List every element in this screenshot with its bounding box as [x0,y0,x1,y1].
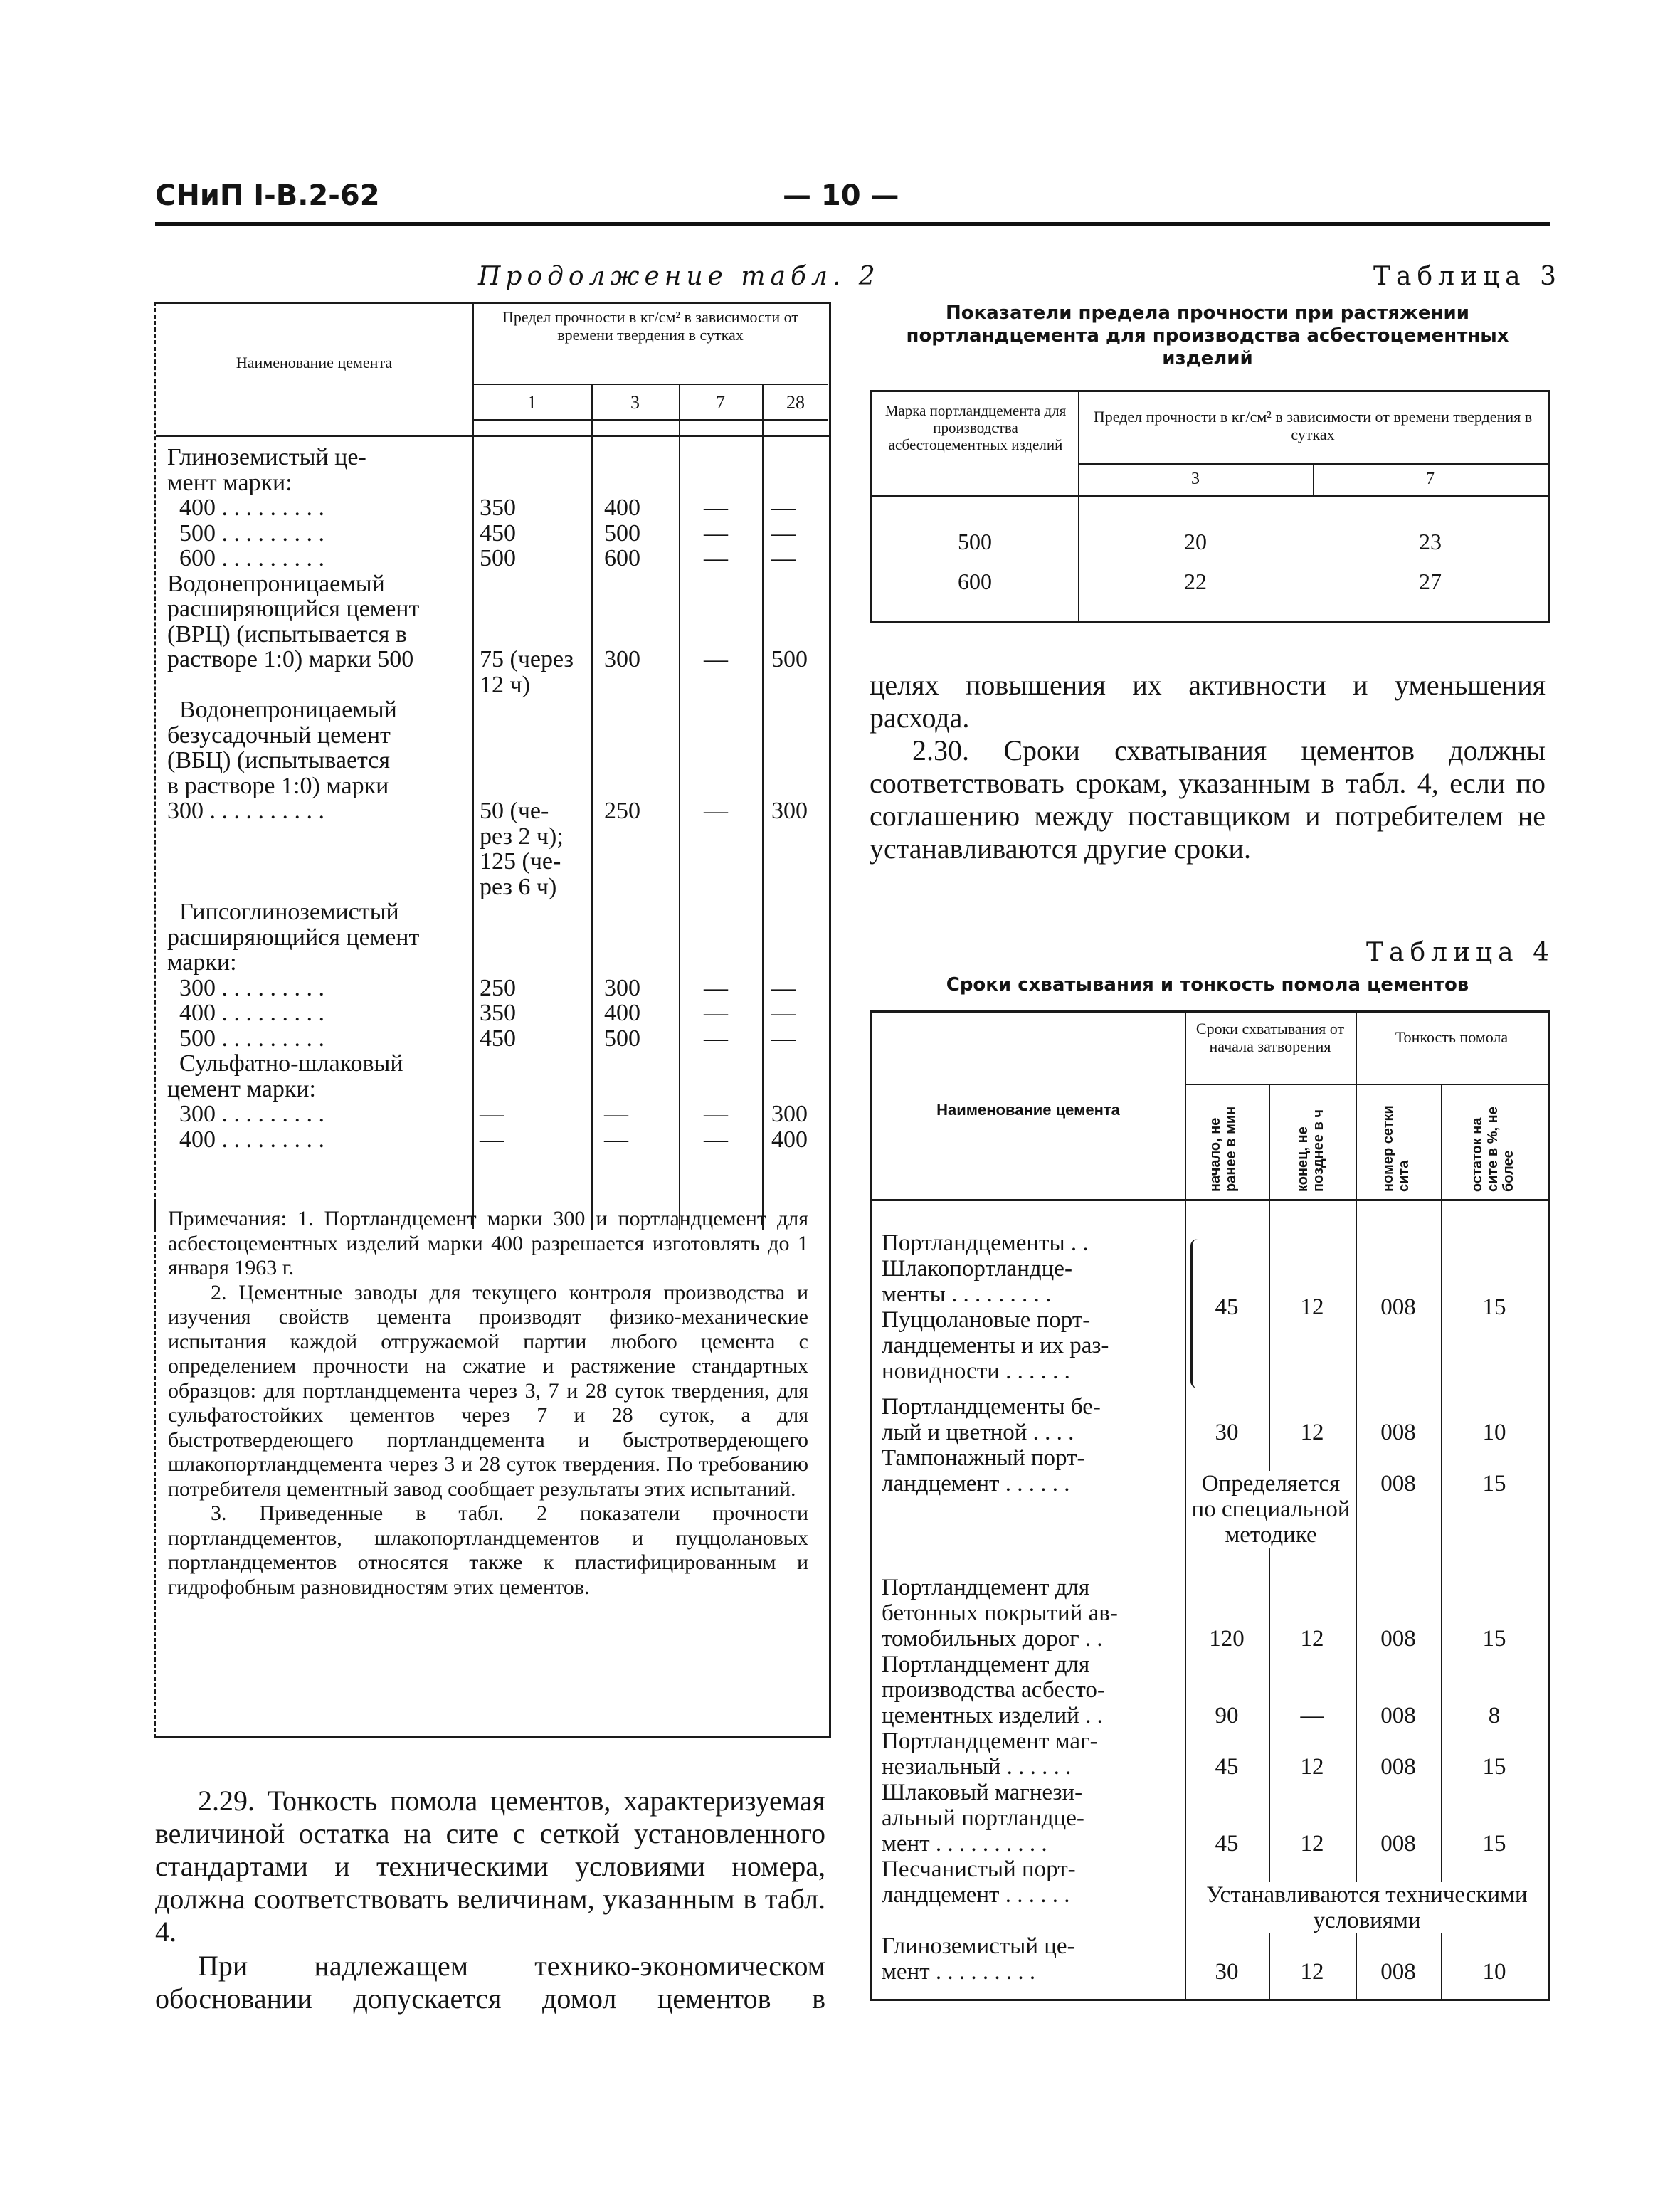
table4-row9-mesh: 008 [1380,1959,1416,1985]
note-1: Примечания: 1. Портландцемент марки 300 и портландцемент для асбестоцементных изделий марки 400 разрешается изготовлять до 1 января 1963 г. [168,1207,808,1279]
table4-header-fineness: Тонкость помола [1395,1028,1509,1046]
table4 [870,1010,1550,2001]
table3-header-strength: Предел прочности в кг/см² в зависимости от времени твердения в сутках [1093,408,1533,443]
note-2: 2. Цементные заводы для текущего контроля производства и изучения свойств цемента производят физико-механические испытания каждой отгружаемой партии любого цемента с определением прочности на сжатие и растяжение стандартных образцов: для портландцемента через 3, 7 и 28 суток твердения, для сульфатостойких цементов через 7 и 28 суток, а для быстротвердеющего портландцемента и быстротвердеющего шлакопортландцемента через 3 и 28 суток твердения. По требованию потребителя цементный завод сообщает результаты этих испытаний. [168,1280,808,1501]
table2-day-1: 1 [527,392,537,413]
table4-row4-start: 120 [1209,1626,1245,1652]
table4-row1-name: Портландцементы . . Шлакопортландце- менты . . . . . . . . . Пуццолановые порт- ландцементы и их раз- новидности . . . . . . [882,1230,1109,1384]
table3-header-mark: Марка портландцемента для производства асбестоцементных изделий [884,402,1067,453]
table2-day-3: 3 [630,392,640,413]
table4-row8-note: Устанавливаются техническими условиями [1188,1882,1546,1933]
table4-header-setting: Сроки схватывания от начала затворения [1195,1020,1345,1055]
table4-row7-residue: 15 [1482,1831,1506,1857]
table4-row2-start: 30 [1215,1420,1239,1445]
table4-row5-start: 90 [1215,1703,1239,1728]
table4-row9-residue: 10 [1482,1959,1506,1985]
table2-col-3: 400 500 600 300 250 300 400 500 — — [604,495,640,1153]
header-rule [155,222,1550,226]
document-code: СНиП I-В.2-62 [155,179,380,212]
table4-row6-end: 12 [1300,1754,1324,1780]
table2-day-7: 7 [716,392,725,413]
table4-row4-residue: 15 [1482,1626,1506,1652]
paragraph-continuation: целях повышения их активности и уменьшения расхода. [870,669,1546,734]
table4-row8-name: Песчанистый порт- ландцемент . . . . . . [882,1857,1076,1908]
table4-label: Таблица 4 [1366,938,1555,967]
table2-col-28: — — — 500 300 — — — 300 400 [771,495,808,1153]
table4-row6-mesh: 008 [1380,1754,1416,1780]
table4-row1-end: 12 [1300,1294,1324,1320]
table4-row9-name: Глиноземистый це- мент . . . . . . . . . [882,1933,1075,1985]
table2-header-name: Наименование цемента [236,354,393,371]
table4-row3-note: Определяется по специальной методике [1188,1471,1354,1548]
page-number: — 10 — [783,179,899,212]
paragraph-2-29: 2.29. Тонкость помола цементов, характеризуемая величиной остатка на сите с сеткой установленного стандартами и техническими условиями номера, должна соответствовать величинам, указанным в табл. 4. [155,1785,825,1948]
table4-row7-name: Шлаковый магнези- альный портландце- мент . . . . . . . . . . [882,1780,1084,1857]
table3-row2-day3: 22 [1184,569,1207,594]
table2-names: Глиноземистый цe- мент марки: 400 . . . . . . . . . 500 . . . . . . . . . 600 . . . . . . . . . Водонепроницаемый расширяющийся цемент (ВРЦ) (испытывается в растворе 1:0) марки 500 Водонепроницаемый безусадочный цемент (ВБЦ) (испытывается в растворе 1:0) марки 300 . . . . . . . . . . Гипсоглиноземистый расширяющийся цемент марки: 300 . . . . . . . . . 400 . . . . . . . . . 500 . . . . . . . . . Сульфатно-шлаковый цемент марки: 300 . . . . . . . . . 400 . . . . . . . . . [167,444,420,1153]
paragraph-econ: При надлежащем технико-экономическом обосновании допускается домол цементов в [155,1950,825,2015]
table3-row1-mark: 500 [958,529,992,554]
table4-sub-start: начало, не ранее в мин [1208,1106,1239,1192]
table4-row6-residue: 15 [1482,1754,1506,1780]
table3-row2-day7: 27 [1419,569,1442,594]
table4-row9-start: 30 [1215,1959,1239,1985]
table3-row1-day7: 23 [1419,529,1442,554]
table2-col-1: 350 450 500 75 (через 12 ч) 50 (че- рез 2 ч); 125 (че- рез 6 ч) 250 350 450 — — [480,495,574,1153]
table2-caption: Продолжение табл. 2 [478,262,880,291]
table4-row1-residue: 15 [1482,1294,1506,1320]
table4-row4-name: Портландцемент для бетонных покрытий ав- томобильных дорог . . [882,1575,1118,1652]
table4-row4-end: 12 [1300,1626,1324,1652]
table3-row1-day3: 20 [1184,529,1207,554]
table4-row3-residue: 15 [1482,1471,1506,1496]
table4-sub-end: конец, не позднее в ч [1295,1109,1326,1192]
table4-row2-residue: 10 [1482,1420,1506,1445]
table4-row1-mesh: 008 [1380,1294,1416,1320]
table3-label: Таблица 3 [1373,262,1562,291]
table3-row2-mark: 600 [958,569,992,594]
table4-row7-mesh: 008 [1380,1831,1416,1857]
table4-sub-residue: остаток на сите в %, не более [1469,1107,1516,1192]
table4-title: Сроки схватывания и тонкость помола цементов [946,974,1469,996]
table4-row2-name: Портландцементы бе- лый и цветной . . . . [882,1394,1101,1445]
table4-row6-start: 45 [1215,1754,1239,1780]
table4-row5-name: Портландцемент для производства асбесто- цементных изделий . . [882,1652,1105,1728]
table3-title: Показатели предела прочности при растяжении портландцемента для производства асбестоцементных изделий [906,302,1509,369]
table4-row5-mesh: 008 [1380,1703,1416,1728]
table4-row4-mesh: 008 [1380,1626,1416,1652]
table4-row2-end: 12 [1300,1420,1324,1445]
table4-row2-mesh: 008 [1380,1420,1416,1445]
paragraph-2-30: 2.30. Сроки схватывания цементов должны соответствовать срокам, указанным в табл. 4, если по соглашению между поставщиком и потребителем не устанавливаются другие сроки. [870,734,1546,865]
table2-header-strength: Предел прочности в кг/см² в зависимости от времени твердения в сутках [502,308,799,344]
note-3: 3. Приведенные в табл. 2 показатели прочности портландцементов, шлакопортландцементов и пуццолановых портландцементов относятся также к пластифицированным и гидрофобным разновидностям этих цементов. [168,1501,808,1599]
table4-row3-name: Тампонажный порт- ландцемент . . . . . . [882,1445,1085,1496]
table4-row5-end: — [1300,1703,1324,1728]
table2-col-7: — — — — — — — — — — [704,495,728,1153]
table4-row5-residue: 8 [1488,1703,1501,1728]
table3 [870,390,1550,623]
table4-row7-end: 12 [1300,1831,1324,1857]
table2-day-28: 28 [786,392,805,413]
table3-day-7: 7 [1426,470,1435,488]
table4-row9-end: 12 [1300,1959,1324,1985]
table4-row1-start: 45 [1215,1294,1239,1320]
table4-row3-mesh: 008 [1380,1471,1416,1496]
table4-row6-name: Портландцемент маг- незиальный . . . . . . [882,1728,1098,1780]
table3-day-3: 3 [1191,470,1200,488]
table4-row7-start: 45 [1215,1831,1239,1857]
table4-sub-mesh: номер сетки сита [1380,1105,1412,1192]
table4-header-name: Наименование цемента [936,1101,1120,1119]
table2 [154,302,831,1229]
